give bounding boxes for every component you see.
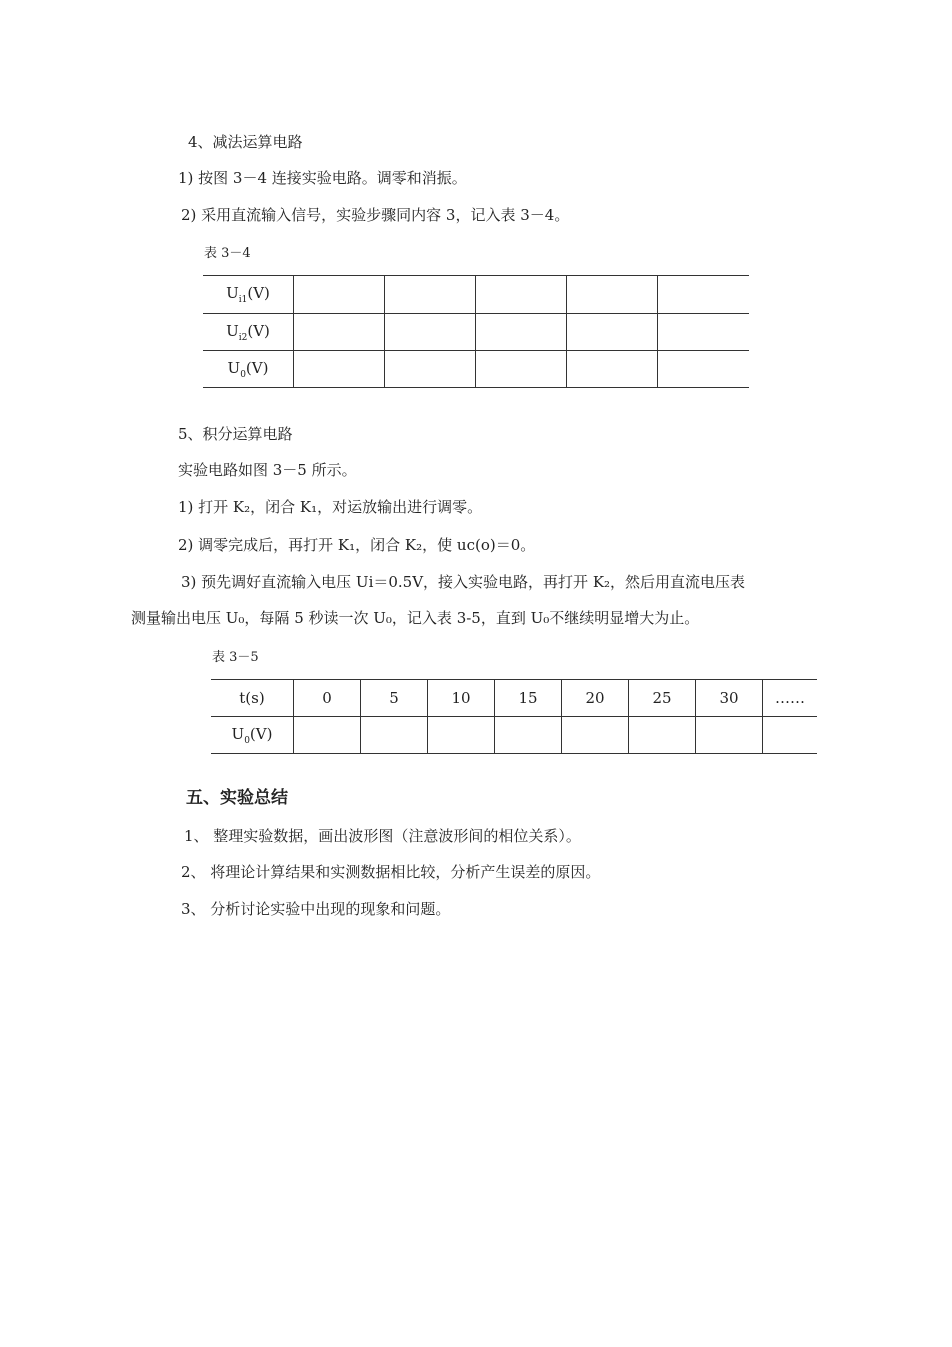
table-3-4-caption: 表 3－4 (204, 246, 251, 261)
section-5-step-1: 1) 打开 K₂，闭合 K₁，对运放输出进行调零。 (178, 498, 483, 516)
table-cell (763, 717, 818, 754)
header-cell: 15 (495, 680, 562, 717)
section-5-step-3-line-2: 测量输出电压 U₀，每隔 5 秒读一次 U₀，记入表 3-5，直到 U₀不继续明显增大为止。 (131, 609, 700, 627)
table-3-5-caption: 表 3－5 (212, 650, 259, 665)
table-cell (629, 717, 696, 754)
table-cell (567, 314, 658, 351)
row-label-u0: $U_0(V)$ (203, 351, 294, 388)
table-cell (495, 717, 562, 754)
table-cell (658, 351, 750, 388)
table-cell (428, 717, 495, 754)
table-cell (294, 276, 385, 314)
summary-item-3: 3、 分析讨论实验中出现的现象和问题。 (181, 900, 451, 918)
header-cell: …… (763, 680, 818, 717)
table-cell (476, 314, 567, 351)
table-row (211, 680, 817, 717)
section-5-intro: 实验电路如图 3－5 所示。 (178, 461, 357, 479)
table-cell (562, 717, 629, 754)
summary-title: 五、实验总结 (186, 788, 288, 808)
table-row (203, 314, 749, 351)
section-4-step-1: 1) 按图 3－4 连接实验电路。调零和消振。 (178, 169, 467, 187)
table-cell (476, 276, 567, 314)
section-5-title: 5、积分运算电路 (178, 425, 293, 443)
table-cell (567, 351, 658, 388)
table-cell (294, 717, 361, 754)
table-cell (385, 314, 476, 351)
table-3-4 (203, 275, 749, 388)
header-cell: 20 (562, 680, 629, 717)
row-label-ui1: $U_{i1}(V)$ (203, 276, 294, 314)
table-cell (658, 314, 750, 351)
header-cell: 25 (629, 680, 696, 717)
table-cell (294, 351, 385, 388)
header-cell: 30 (696, 680, 763, 717)
row-label-ui2: $U_{i2}(V)$ (203, 314, 294, 351)
section-4-title: 4、减法运算电路 (188, 133, 303, 151)
table-cell (385, 276, 476, 314)
table-row (203, 276, 749, 314)
header-cell: 0 (294, 680, 361, 717)
table-cell (476, 351, 567, 388)
table-cell (696, 717, 763, 754)
section-5-step-3-line-1: 3) 预先调好直流输入电压 Ui＝0.5V，接入实验电路，再打开 K₂，然后用直流电压表 (181, 573, 746, 591)
table-row (203, 351, 749, 388)
section-4-step-2: 2) 采用直流输入信号，实验步骤同内容 3，记入表 3－4。 (181, 206, 570, 224)
header-cell: 10 (428, 680, 495, 717)
table-row (211, 717, 817, 754)
table-cell (361, 717, 428, 754)
table-cell (385, 351, 476, 388)
summary-item-2: 2、 将理论计算结果和实测数据相比较，分析产生误差的原因。 (181, 863, 601, 881)
table-cell (658, 276, 750, 314)
row-label-u0: $U_0(V)$ (211, 717, 294, 754)
table-cell (294, 314, 385, 351)
table-cell (567, 276, 658, 314)
summary-item-1: 1、 整理实验数据，画出波形图（注意波形间的相位关系）。 (184, 827, 581, 845)
section-5-step-2: 2) 调零完成后，再打开 K₁，闭合 K₂，使 uc(o)＝0。 (178, 536, 536, 554)
header-cell: t(s) (211, 680, 294, 717)
header-cell: 5 (361, 680, 428, 717)
table-3-5 (211, 679, 817, 754)
